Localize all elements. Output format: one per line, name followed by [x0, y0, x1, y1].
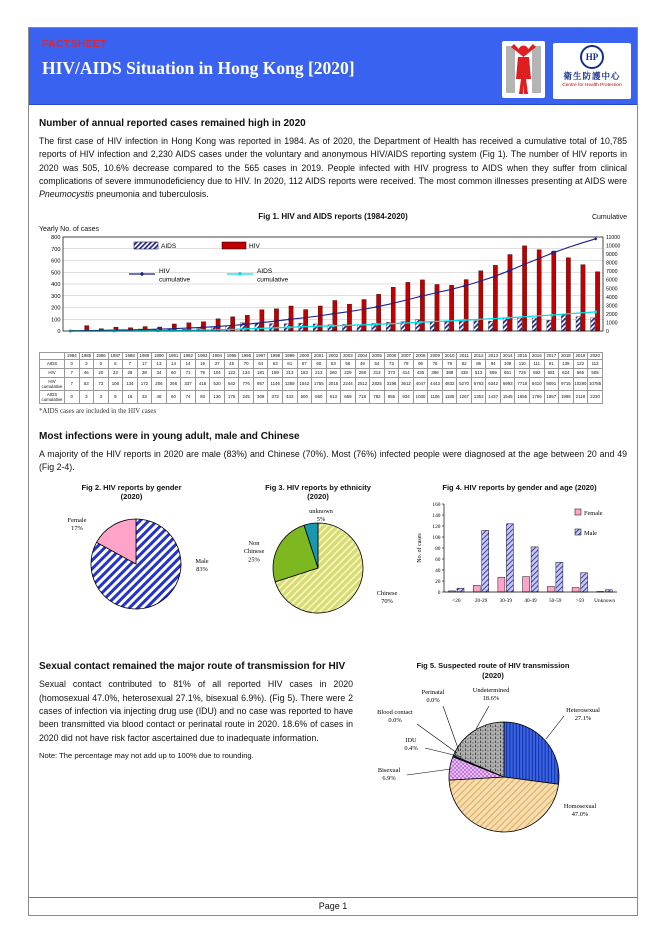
- svg-text:Undetermined: Undetermined: [472, 687, 510, 695]
- svg-text:0: 0: [606, 328, 609, 335]
- svg-text:6.9%: 6.9%: [382, 775, 396, 783]
- red-figure-icon: [502, 41, 545, 98]
- department-of-health-logo: [502, 41, 545, 98]
- svg-text:140: 140: [432, 512, 441, 519]
- fig1-table-row: AIDS cumulative 0 3 3 9 16 33 46 60 74 93 130 175 245 309 372 433 500 560 613 669 718 782 855 934 1030 1106 1185 1267 1353 1437 1545 1655 1766 1857 1996 2118 2230: [40, 390, 603, 403]
- svg-text:8000: 8000: [606, 260, 618, 267]
- fig3-title: [224, 483, 412, 502]
- svg-text:Chinese: Chinese: [376, 590, 398, 598]
- section1-body-end: pneumonia and tuberculosis.: [93, 189, 209, 200]
- section2-paragraph: A majority of the HIV reports in 2020 are male (83%) and Chinese (70%). Most (76%) infected people were diagnosed at the age between 20 and 49 (Fig 2-4).: [39, 448, 627, 473]
- svg-text:HIV: HIV: [249, 242, 260, 250]
- section3-heading: Sexual contact remained the major route of transmission for HIV: [39, 661, 346, 673]
- svg-text:50-59: 50-59: [549, 597, 562, 604]
- svg-text:7000: 7000: [606, 268, 618, 275]
- svg-text:4000: 4000: [606, 294, 618, 301]
- fig2-title-line2: (2020): [120, 491, 143, 501]
- svg-text:11000: 11000: [606, 234, 621, 241]
- svg-text:0.0%: 0.0%: [426, 697, 440, 705]
- svg-text:Perinatal: Perinatal: [421, 689, 445, 697]
- chp-emblem-icon: HP: [580, 45, 604, 69]
- page-title: HIV/AIDS Situation in Hong Kong [2020]: [42, 58, 355, 78]
- fig2-title-line1: Fig 2. HIV reports by gender: [81, 482, 182, 492]
- svg-text:Blood contact: Blood contact: [377, 709, 413, 717]
- svg-text:unknown: unknown: [309, 508, 333, 516]
- fig1-footnote: *AIDS cases are included in the HIV cases: [39, 407, 157, 415]
- fig5-pie-chart: [359, 680, 627, 848]
- svg-text:300: 300: [51, 293, 61, 300]
- svg-text:83%: 83%: [196, 566, 208, 574]
- svg-text:Unknown: Unknown: [594, 597, 616, 604]
- svg-text:cumulative: cumulative: [159, 276, 191, 284]
- svg-text:9000: 9000: [606, 251, 618, 258]
- svg-text:5%: 5%: [316, 516, 326, 524]
- svg-text:1000: 1000: [606, 320, 618, 327]
- header-banner: [29, 28, 637, 105]
- svg-text:60: 60: [435, 556, 441, 563]
- page-content: [29, 118, 637, 848]
- section1-paragraph: [39, 135, 627, 202]
- svg-text:Chinese: Chinese: [243, 548, 265, 556]
- fig2-title: [39, 483, 224, 502]
- svg-text:<20: <20: [452, 597, 461, 604]
- svg-text:100: 100: [432, 534, 441, 541]
- chp-logo: [553, 43, 631, 99]
- fig1-chart: [39, 233, 627, 351]
- svg-text:3000: 3000: [606, 303, 618, 310]
- svg-text:25%: 25%: [248, 556, 260, 564]
- section1-body-text: The first case of HIV infection in Hong Kong was reported in 1984. As of 2020, the Department of Health has received a cumulative total of 10,785 reports of HIV infection and 2,230 AIDS cases under the voluntary and anonymous HIV/AIDS reporting system (Fig 1). The number of HIV reports in 2020 was 505, 10.6% decrease compared to the 565 cases in 2019. People infected with HIV progress to AIDS when they suffer from clinical complications of severe immunodeficiency due to HIV. In 2020, 112 AIDS reports were received. The most common illnesses presenting at AIDS were: [39, 136, 627, 187]
- svg-text:Female: Female: [67, 517, 87, 525]
- svg-text:No. of cases: No. of cases: [417, 533, 423, 563]
- fig2-pie-chart: [39, 501, 224, 619]
- svg-text:Heterosexual: Heterosexual: [566, 707, 600, 715]
- svg-text:17%: 17%: [71, 525, 83, 533]
- chp-english-name: Centre for Health Protection: [562, 83, 622, 88]
- fig1-right-axis-label: Cumulative: [591, 213, 627, 221]
- fig1-table-row: HIV 7 46 20 33 28 38 34 60 71 79 104 122 134 181 189 213 183 213 260 229 268 313 373 414 435 396 389 438 513 559 651 725 692 681 624 565 505: [40, 368, 603, 377]
- svg-text:100: 100: [51, 317, 61, 324]
- svg-text:Female: Female: [584, 509, 603, 517]
- svg-text:40: 40: [435, 567, 441, 574]
- svg-text:40-49: 40-49: [524, 597, 537, 604]
- svg-text:0: 0: [57, 328, 61, 335]
- chp-chinese-name: 衛生防護中心: [563, 71, 621, 81]
- fig1-header: [39, 211, 627, 233]
- fig3-pie-chart: [224, 501, 412, 623]
- svg-text:HIV: HIV: [159, 267, 170, 275]
- svg-text:0: 0: [437, 589, 441, 596]
- section3-text-column: [39, 661, 353, 848]
- svg-text:5000: 5000: [606, 286, 618, 293]
- svg-text:600: 600: [51, 258, 61, 265]
- fig1-data-table: [39, 352, 603, 404]
- svg-text:0.4%: 0.4%: [404, 745, 418, 753]
- fig3-title-line1: Fig 3. HIV reports by ethnicity: [265, 482, 371, 492]
- svg-text:Homosexual: Homosexual: [563, 803, 597, 811]
- fig4-bar-chart: [412, 492, 627, 620]
- rounding-note: Note: The percentage may not add up to 100% due to rounding.: [39, 751, 254, 761]
- fig4-block: [412, 483, 627, 624]
- svg-text:30-39: 30-39: [499, 597, 512, 604]
- svg-text:500: 500: [51, 270, 61, 277]
- fig2-block: [39, 483, 224, 624]
- svg-text:400: 400: [51, 281, 61, 288]
- factsheet-page: [28, 27, 638, 916]
- fig5-title-line2: (2020): [482, 670, 504, 680]
- fig1-table-row: AIDS 0 3 0 6 7 17 13 14 14 19 37 45 70 64 63 61 67 60 53 56 49 64 73 79 96 76 79 82 86 84 108 110 111 91 139 122 112: [40, 359, 603, 368]
- svg-text:70%: 70%: [381, 598, 393, 606]
- fig4-title: Fig 4. HIV reports by gender and age (2020): [442, 482, 597, 492]
- svg-text:200: 200: [51, 305, 61, 312]
- fig3-title-line2: (2020): [307, 491, 329, 501]
- svg-text:10000: 10000: [606, 243, 621, 250]
- svg-text:Male: Male: [195, 558, 209, 566]
- svg-text:20: 20: [435, 578, 441, 585]
- svg-text:Bisexual: Bisexual: [377, 767, 401, 775]
- svg-text:0.0%: 0.0%: [388, 717, 402, 725]
- svg-text:>59: >59: [575, 597, 585, 604]
- fig1-table-row: HIV cumulative 7 53 73 106 134 172 206 266 337 416 520 642 776 957 1146 1359 1542 1755 2015 2244 2512 2825 3198 3612 4047 4443 4832 5270 5783 6342 6993 7718 8410 9091 9715 10280 10785: [41, 378, 602, 389]
- svg-text:47.0%: 47.0%: [571, 811, 589, 819]
- svg-text:2000: 2000: [606, 311, 618, 318]
- section2-heading: Most infections were in young adult, male and Chinese: [39, 430, 300, 442]
- svg-text:120: 120: [432, 523, 441, 530]
- section1-heading: Number of annual reported cases remained high in 2020: [39, 118, 306, 129]
- figures-row: [39, 483, 627, 624]
- svg-text:27.1%: 27.1%: [574, 715, 592, 723]
- fig1-block: [39, 211, 627, 415]
- fig1-title: Fig 1. HIV and AIDS reports (1984-2020): [258, 211, 408, 221]
- fig1-table-year-row: 1984 1985 1986 1987 1988 1989 1990 1991 1992 1993 1994 1995 1996 1997 1998 1999 2000 2001 2002 2003 2004 2005 2006 2007 2008 2009 2010 2011 2012 2013 2014 2015 2016 2017 2018 2019 2020: [40, 352, 603, 359]
- factsheet-eyebrow: FACTSHEET: [42, 39, 107, 50]
- fig3-block: [224, 483, 412, 624]
- svg-text:18.6%: 18.6%: [482, 695, 500, 703]
- pneumocystis-italic: Pneumocystis: [39, 189, 94, 200]
- svg-text:20-29: 20-29: [474, 597, 488, 604]
- svg-text:IDU: IDU: [405, 737, 417, 745]
- fig5-title: [359, 661, 627, 680]
- svg-text:160: 160: [432, 501, 441, 508]
- fig5-block: [353, 661, 627, 848]
- svg-text:Non: Non: [248, 540, 260, 548]
- svg-text:700: 700: [51, 246, 61, 253]
- fig1-left-axis-label: Yearly No. of cases: [39, 225, 100, 233]
- svg-text:80: 80: [435, 545, 441, 552]
- section3-row: [39, 661, 627, 848]
- svg-text:AIDS: AIDS: [161, 242, 177, 250]
- svg-text:cumulative: cumulative: [257, 276, 289, 284]
- svg-text:Male: Male: [584, 529, 597, 537]
- svg-text:AIDS: AIDS: [257, 267, 273, 275]
- page-footer: Page 1: [29, 897, 637, 915]
- fig5-title-line1: Fig 5. Suspected route of HIV transmission: [416, 661, 570, 671]
- svg-text:800: 800: [51, 234, 61, 241]
- svg-text:6000: 6000: [606, 277, 618, 284]
- section3-paragraph: Sexual contact contributed to 81% of all reported HIV cases in 2020 (homosexual 47.0%, heterosexual 27.1%, bisexual 6.9%). (Fig 5). There were 2 cases of infection via injecting drug use (IDU) and no case was reported to have been transmitted via blood contact or perinatal route in 2020. 18.6% of cases in 2020 did not have risk factor ascertained due to inadequate information.: [39, 679, 353, 743]
